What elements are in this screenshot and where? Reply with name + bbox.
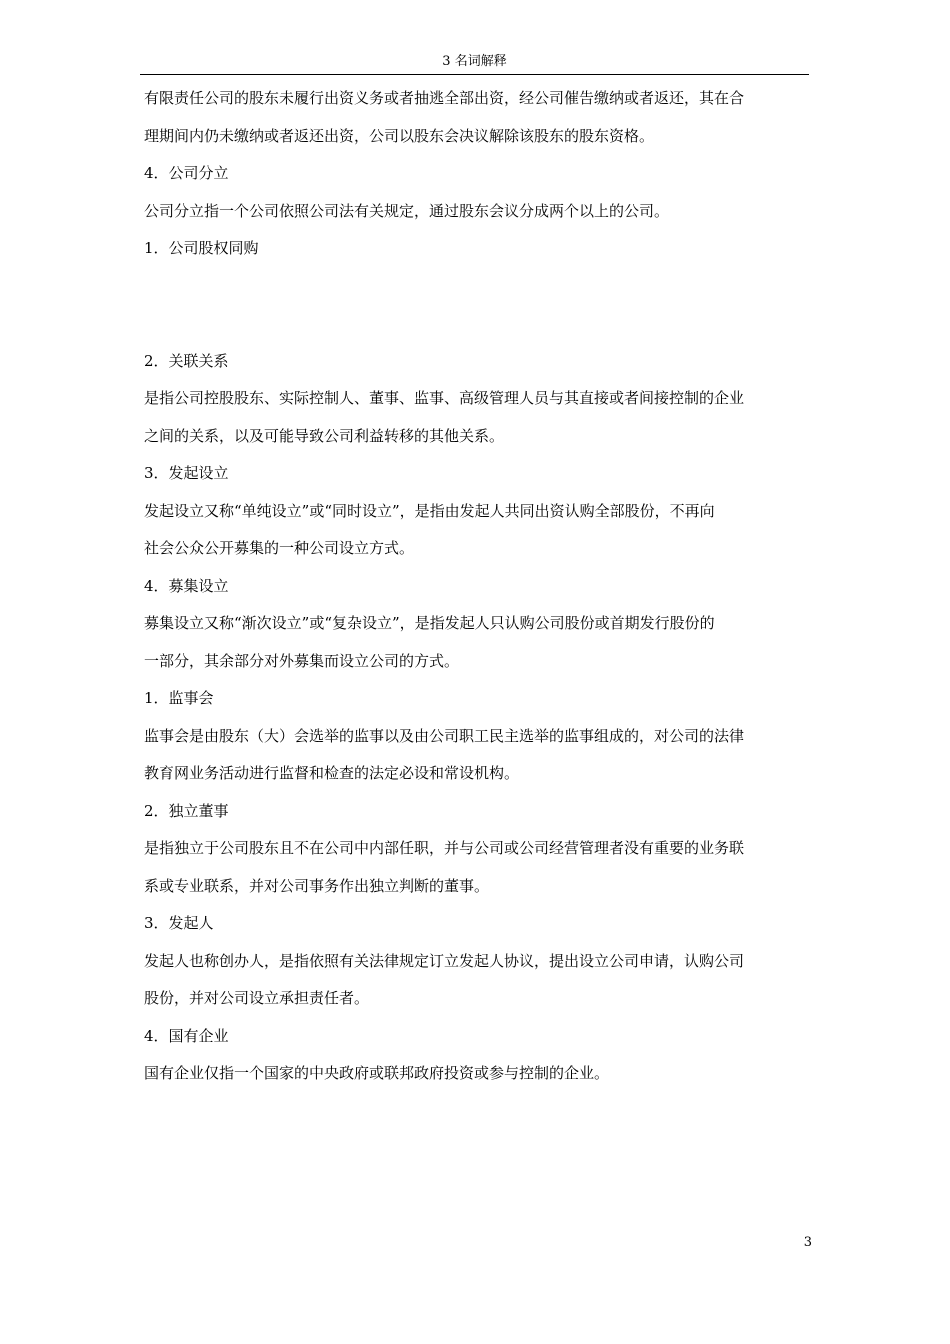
section-heading: 3．发起人 bbox=[144, 914, 214, 932]
page-header bbox=[140, 52, 809, 75]
paragraph-line: 监事会是由股东（大）会选举的监事以及由公司职工民主选举的监事组成的，对公司的法律 bbox=[144, 726, 745, 745]
paragraph-line: 股份，并对公司设立承担责任者。 bbox=[144, 989, 370, 1007]
paragraph-line: 社会公众公开募集的一种公司设立方式。 bbox=[144, 539, 415, 557]
page-number: 3 bbox=[803, 1235, 812, 1250]
paragraph-line: 一部分，其余部分对外募集而设立公司的方式。 bbox=[144, 651, 460, 670]
paragraph-line: 系或专业联系，并对公司事务作出独立判断的董事。 bbox=[144, 876, 490, 895]
header-title: 3 名词解释 bbox=[442, 54, 507, 69]
section-heading: 4．募集设立 bbox=[144, 576, 229, 595]
blank-space bbox=[144, 268, 812, 343]
section-heading: 4．国有企业 bbox=[144, 1026, 229, 1045]
paragraph-line: 教育网业务活动进行监督和检查的法定必设和常设机构。 bbox=[144, 764, 520, 782]
paragraph-line: 发起人也称创办人，是指依照有关法律规定订立发起人协议，提出设立公司申请，认购公司 bbox=[144, 951, 745, 970]
section-heading: 2．关联关系 bbox=[144, 351, 229, 370]
section-heading: 4．公司分立 bbox=[144, 164, 229, 182]
paragraph-line: 募集设立又称“渐次设立”或“复杂设立”，是指发起人只认购公司股份或首期发行股份的 bbox=[144, 614, 715, 632]
section-heading: 2．独立董事 bbox=[144, 801, 229, 820]
document-body bbox=[144, 80, 812, 1093]
paragraph-line: 公司分立指一个公司依照公司法有关规定，通过股东会议分成两个以上的公司。 bbox=[144, 201, 670, 220]
paragraph-line: 有限责任公司的股东未履行出资义务或者抽逃全部出资，经公司催告缴纳或者返还，其在合 bbox=[144, 89, 745, 107]
section-heading: 3．发起设立 bbox=[144, 464, 229, 482]
paragraph-line: 是指独立于公司股东且不在公司中内部任职，并与公司或公司经营管理者没有重要的业务联 bbox=[144, 839, 745, 857]
paragraph-line: 之间的关系，以及可能导致公司利益转移的其他关系。 bbox=[144, 426, 505, 445]
paragraph-line: 理期间内仍未缴纳或者返还出资，公司以股东会决议解除该股东的股东资格。 bbox=[144, 126, 655, 145]
section-heading: 1．监事会 bbox=[144, 689, 214, 707]
paragraph-line: 国有企业仅指一个国家的中央政府或联邦政府投资或参与控制的企业。 bbox=[144, 1064, 610, 1082]
paragraph-line: 发起设立又称“单纯设立”或“同时设立”，是指由发起人共同出资认购全部股份，不再向 bbox=[144, 501, 715, 520]
section-heading: 1．公司股权同购 bbox=[144, 239, 259, 257]
paragraph-line: 是指公司控股股东、实际控制人、董事、监事、高级管理人员与其直接或者间接控制的企业 bbox=[144, 389, 745, 407]
